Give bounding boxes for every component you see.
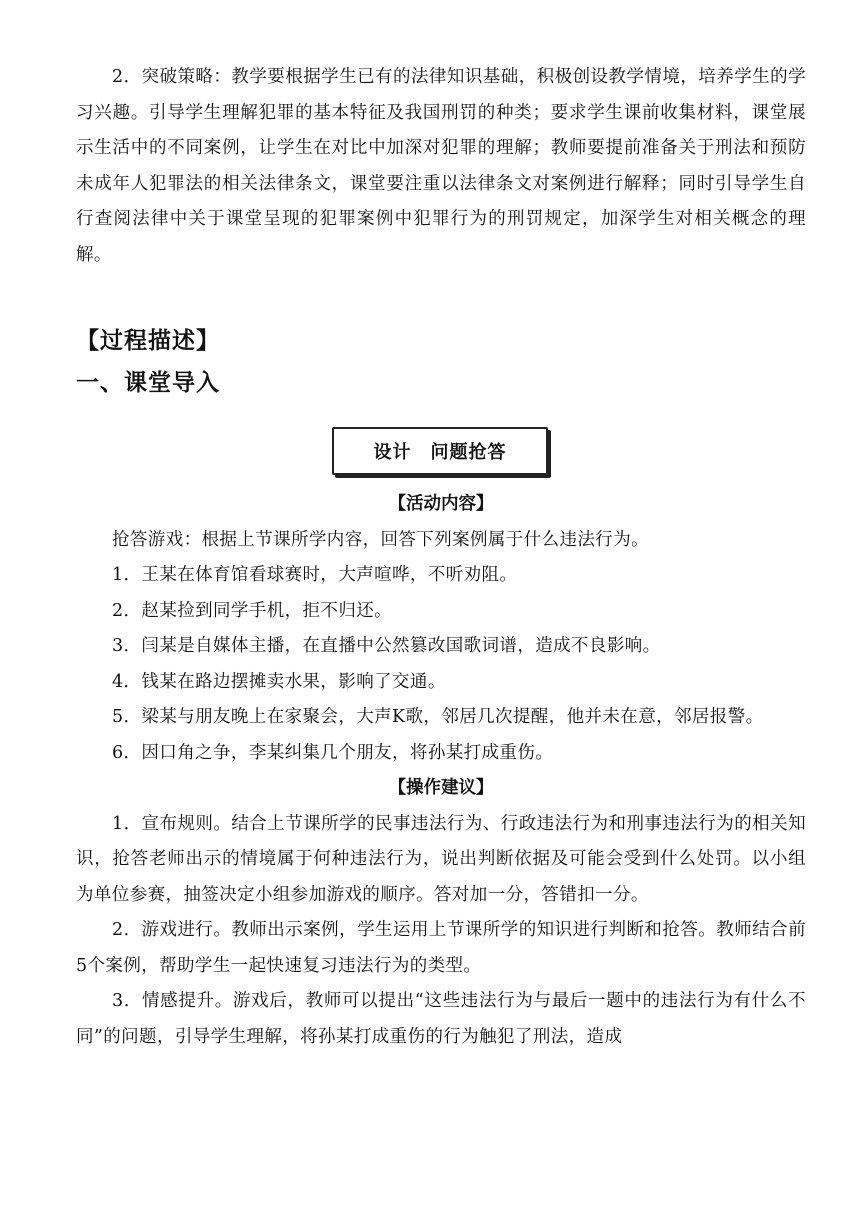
activity-item: 4．钱某在路边摆摊卖水果，影响了交通。 (112, 671, 446, 692)
activity-item: 6．因口角之争，李某纠集几个朋友，将孙某打成重伤。 (112, 742, 554, 763)
process-title: 【过程描述】 (76, 328, 220, 354)
strategy-paragraph: 2．突破策略：教学要根据学生已有的法律知识基础，积极创设教学情境，培养学生的学习兴趣。引导学生理解犯罪的基本特征及我国刑罚的种类；要求学生课前收集材料，课堂展示生活中的不同案例，让学生在对比中加深对犯罪的理解；教师要提前准备关于刑法和预防未成年人犯罪法的相关法律条文，课堂要注重以法律条文对案例进行解释；同时引导学生自行查阅法律中关于课堂呈现的犯罪案例中犯罪行为的刑罚规定，加深学生对相关概念的理解。 (76, 67, 806, 265)
section-classroom-intro-title: 一、课堂导入 (76, 370, 220, 396)
document-page (76, 60, 806, 1055)
activity-lead: 抢答游戏：根据上节课所学内容，回答下列案例属于什么违法行为。 (112, 529, 649, 550)
activity-item: 2．赵某捡到同学手机，拒不归还。 (112, 600, 393, 621)
suggestion-item: 2．游戏进行。教师出示案例，学生运用上节课所学的知识进行判断和抢答。教师结合前5个案例，帮助学生一起快速复习违法行为的类型。 (76, 920, 806, 976)
design-box-container (76, 427, 806, 487)
suggestion-item: 1．宣布规则。结合上节课所学的民事违法行为、行政违法行为和刑事违法行为的相关知识，抢答老师出示的情境属于何种违法行为，说出判断依据及可能会受到什么处罚。以小组为单位参赛，抽签决定小组参加游戏的顺序。答对加一分，答错扣一分。 (76, 813, 806, 905)
activity-item: 3．闫某是自媒体主播，在直播中公然篡改国歌词谱，造成不良影响。 (112, 636, 661, 656)
design-box-label: 设计 问题抢答 (332, 427, 548, 475)
operation-suggestion-title: 【操作建议】 (388, 778, 494, 798)
activity-content-title: 【活动内容】 (388, 494, 494, 514)
suggestion-item: 3．情感提升。游戏后，教师可以提出“这些违法行为与最后一题中的违法行为有什么不同”的问题，引导学生理解，将孙某打成重伤的行为触犯了刑法，造成 (76, 991, 806, 1047)
activity-item: 5．梁某与朋友晚上在家聚会，大声K歌，邻居几次提醒，他并未在意，邻居报警。 (112, 707, 764, 727)
activity-item: 1．王某在体育馆看球赛时，大声喧哗，不听劝阻。 (112, 565, 518, 585)
